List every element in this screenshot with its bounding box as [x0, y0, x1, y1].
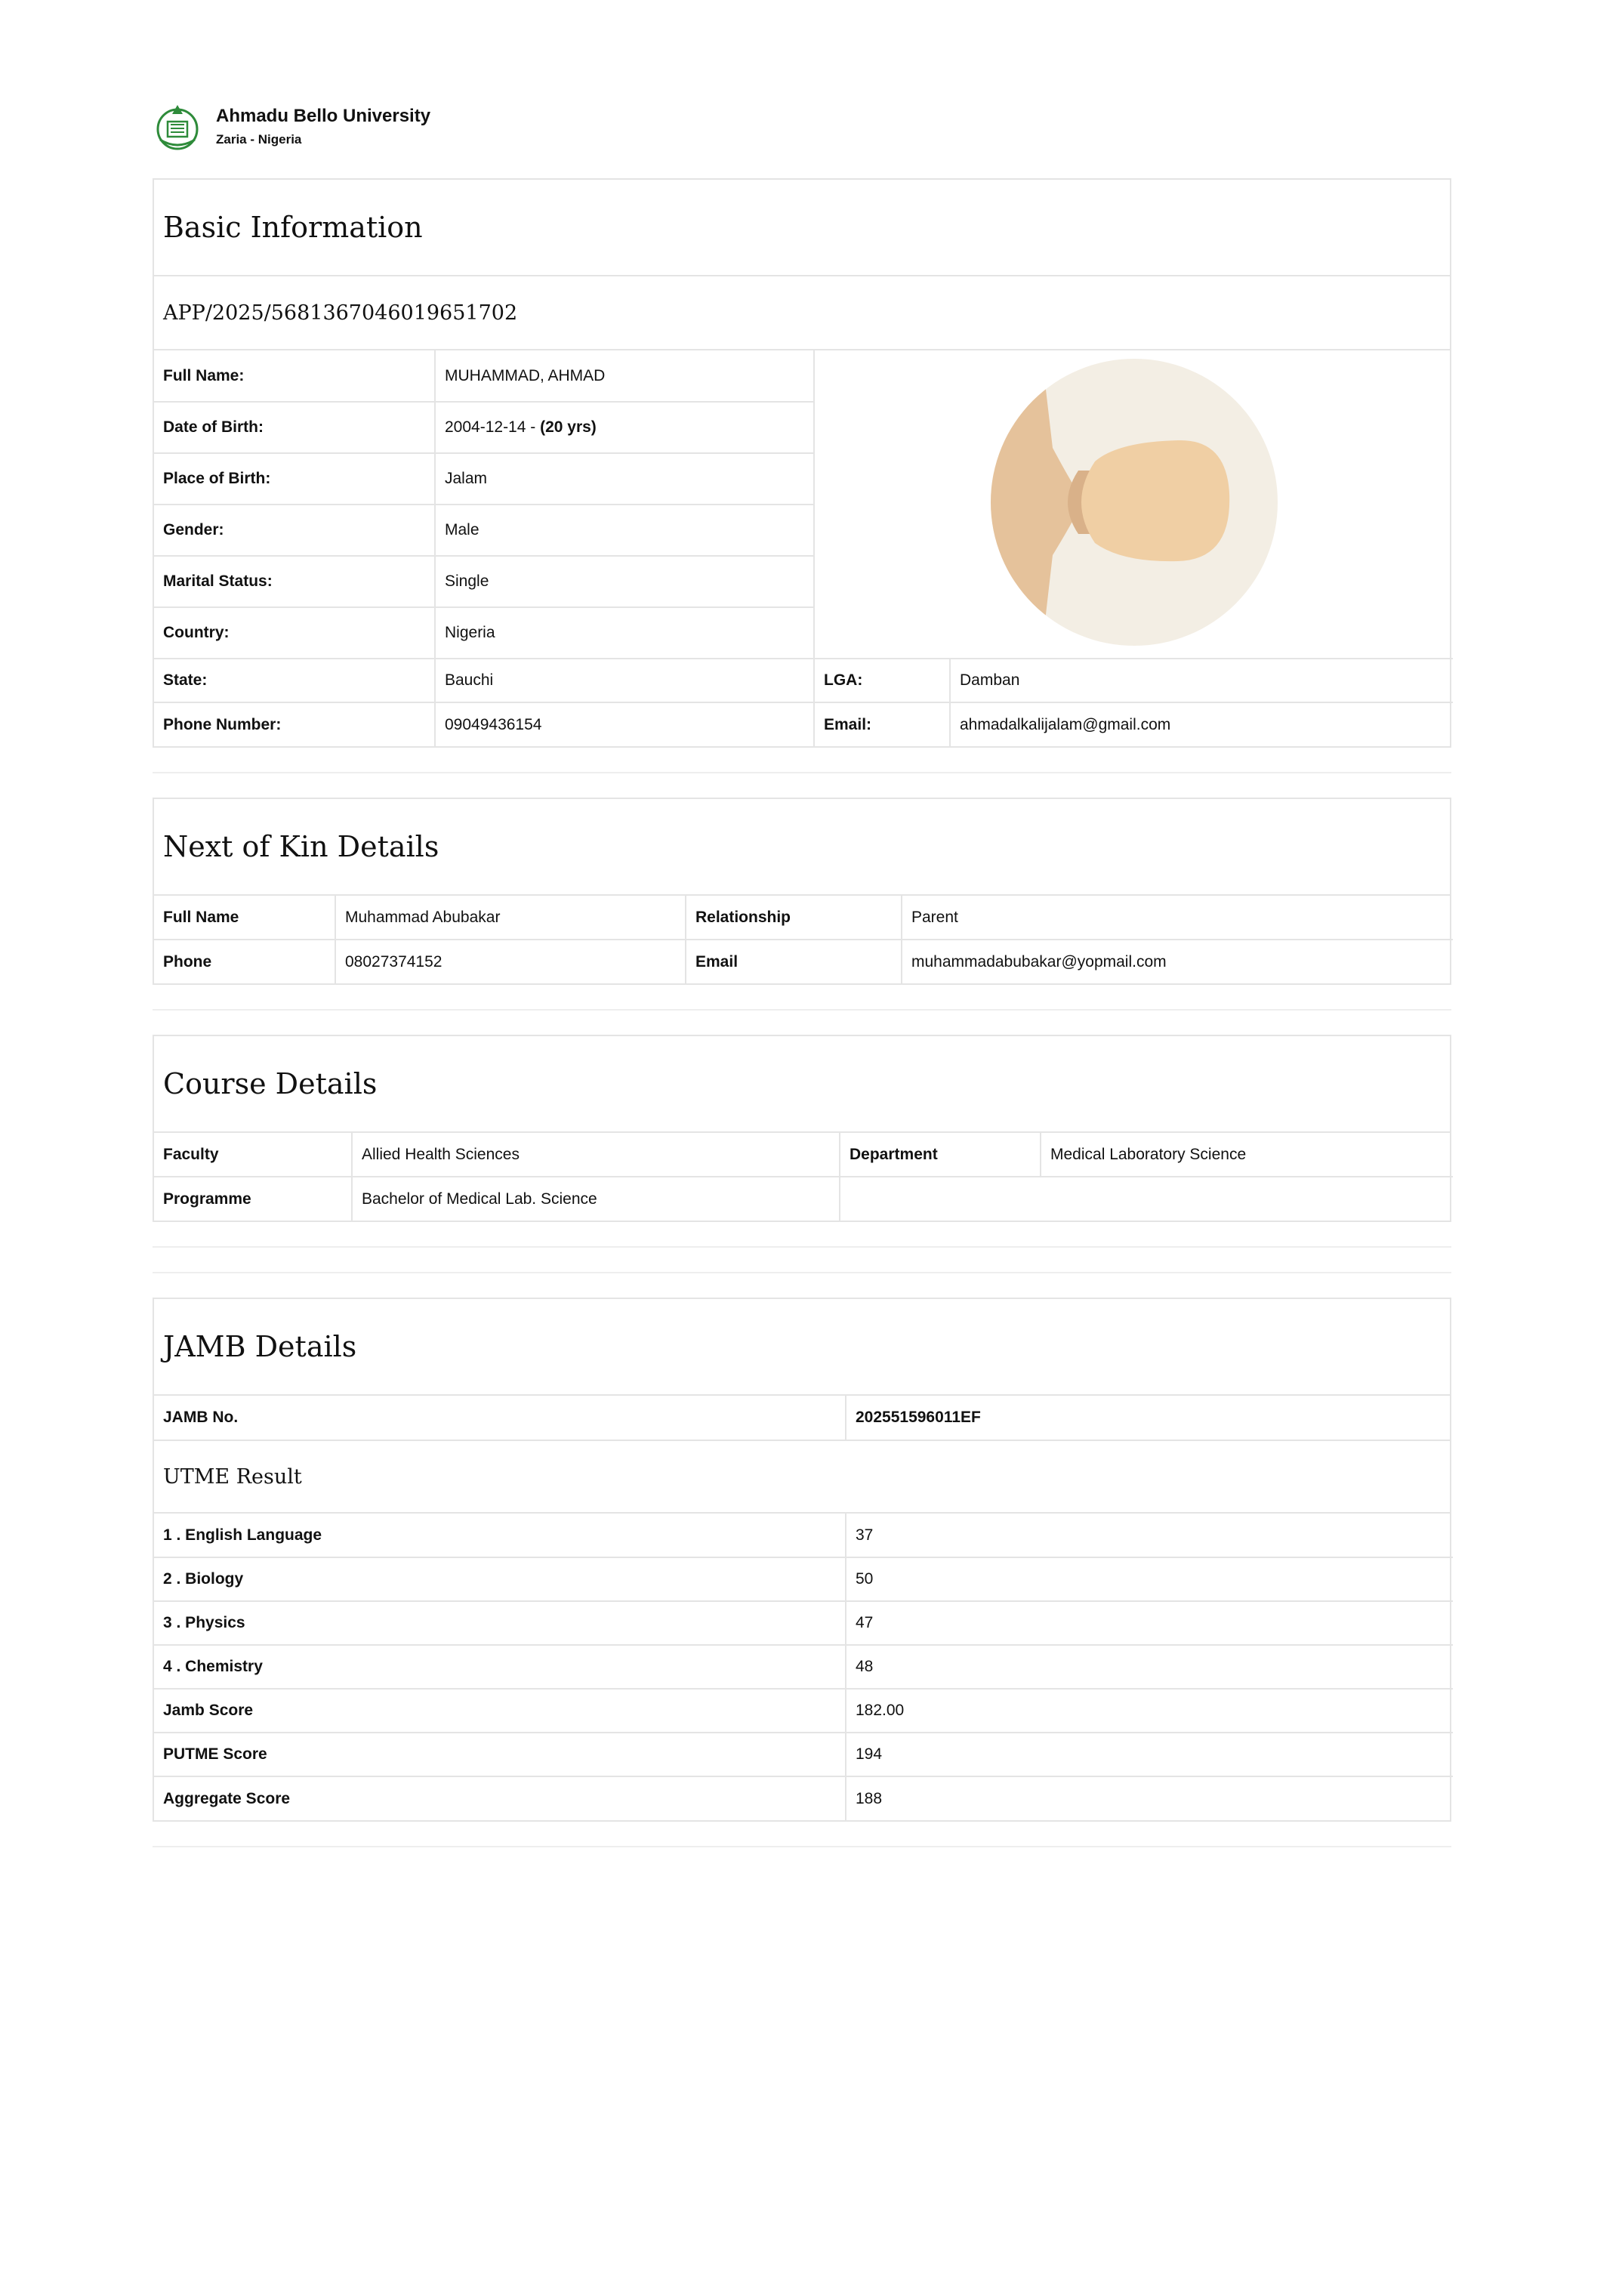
email-value: ahmadalkalijalam@gmail.com — [950, 702, 1453, 746]
phone-value: 09049436154 — [435, 702, 814, 746]
empty-cell — [840, 1177, 1453, 1221]
result-label: 3 . Physics — [154, 1601, 846, 1645]
full-name-label: Full Name: — [154, 350, 435, 402]
application-number: APP/2025/5681367046019651702 — [154, 276, 1450, 350]
kin-phone-label: Phone — [154, 940, 335, 983]
result-value: 48 — [846, 1645, 1453, 1689]
programme-label: Programme — [154, 1177, 352, 1221]
kin-relationship-value: Parent — [902, 896, 1453, 940]
result-label: 4 . Chemistry — [154, 1645, 846, 1689]
country-value: Nigeria — [435, 607, 814, 659]
result-value: 188 — [846, 1776, 1453, 1820]
result-label: PUTME Score — [154, 1733, 846, 1776]
result-label: 1 . English Language — [154, 1514, 846, 1557]
pob-label: Place of Birth: — [154, 453, 435, 505]
basic-info-table — [154, 350, 1453, 746]
result-value: 182.00 — [846, 1689, 1453, 1733]
state-value: Bauchi — [435, 659, 814, 702]
university-location: Zaria - Nigeria — [216, 132, 302, 147]
kin-table — [154, 896, 1453, 983]
kin-name-value: Muhammad Abubakar — [335, 896, 686, 940]
marital-status-label: Marital Status: — [154, 556, 435, 607]
gender-value: Male — [435, 505, 814, 556]
kin-email-value: muhammadabubakar@yopmail.com — [902, 940, 1453, 983]
department-label: Department — [840, 1133, 1041, 1177]
kin-phone-value: 08027374152 — [335, 940, 686, 983]
faculty-value: Allied Health Sciences — [352, 1133, 840, 1177]
kin-email-label: Email — [686, 940, 902, 983]
full-name-value: MUHAMMAD, AHMAD — [435, 350, 814, 402]
table-row — [154, 1557, 1453, 1601]
table-row — [154, 1514, 1453, 1557]
jamb-details-section — [153, 1298, 1451, 1822]
next-of-kin-section — [153, 798, 1451, 985]
kin-relationship-label: Relationship — [686, 896, 902, 940]
programme-value: Bachelor of Medical Lab. Science — [352, 1177, 840, 1221]
course-table — [154, 1133, 1453, 1221]
table-row — [154, 1776, 1453, 1820]
course-details-section — [153, 1035, 1451, 1222]
dob-value — [435, 402, 814, 453]
result-label: Aggregate Score — [154, 1776, 846, 1820]
document-page — [153, 100, 1451, 1847]
section-title-jamb: JAMB Details — [154, 1299, 1450, 1396]
dob-label: Date of Birth: — [154, 402, 435, 453]
section-divider — [153, 1846, 1451, 1847]
marital-status-value: Single — [435, 556, 814, 607]
jamb-number-table — [154, 1396, 1453, 1440]
jamb-no-value: 202551596011EF — [846, 1396, 1453, 1440]
section-title-kin: Next of Kin Details — [154, 799, 1450, 896]
table-row — [154, 1601, 1453, 1645]
table-row — [154, 1733, 1453, 1776]
avatar-placeholder-icon — [989, 357, 1279, 647]
pob-value: Jalam — [435, 453, 814, 505]
dob-date: 2004-12-14 - — [445, 418, 541, 436]
result-label: 2 . Biology — [154, 1557, 846, 1601]
department-value: Medical Laboratory Science — [1041, 1133, 1453, 1177]
table-row — [154, 1689, 1453, 1733]
dob-age: (20 yrs) — [540, 418, 597, 436]
lga-value: Damban — [950, 659, 1453, 702]
result-value: 37 — [846, 1514, 1453, 1557]
basic-information-section — [153, 178, 1451, 748]
kin-name-label: Full Name — [154, 896, 335, 940]
photo-cell — [814, 350, 1453, 659]
country-label: Country: — [154, 607, 435, 659]
result-value: 50 — [846, 1557, 1453, 1601]
result-value: 194 — [846, 1733, 1453, 1776]
jamb-no-label: JAMB No. — [154, 1396, 846, 1440]
university-crest-icon — [153, 102, 202, 152]
result-value: 47 — [846, 1601, 1453, 1645]
lga-label: LGA: — [814, 659, 950, 702]
faculty-label: Faculty — [154, 1133, 352, 1177]
phone-label: Phone Number: — [154, 702, 435, 746]
utme-result-table — [154, 1514, 1453, 1820]
table-row — [154, 1645, 1453, 1689]
gender-label: Gender: — [154, 505, 435, 556]
university-name: Ahmadu Bello University — [216, 106, 431, 126]
university-header — [153, 100, 1451, 154]
email-label: Email: — [814, 702, 950, 746]
section-title-basic: Basic Information — [154, 180, 1450, 276]
section-title-course: Course Details — [154, 1036, 1450, 1133]
utme-result-title: UTME Result — [154, 1440, 1450, 1514]
result-label: Jamb Score — [154, 1689, 846, 1733]
state-label: State: — [154, 659, 435, 702]
